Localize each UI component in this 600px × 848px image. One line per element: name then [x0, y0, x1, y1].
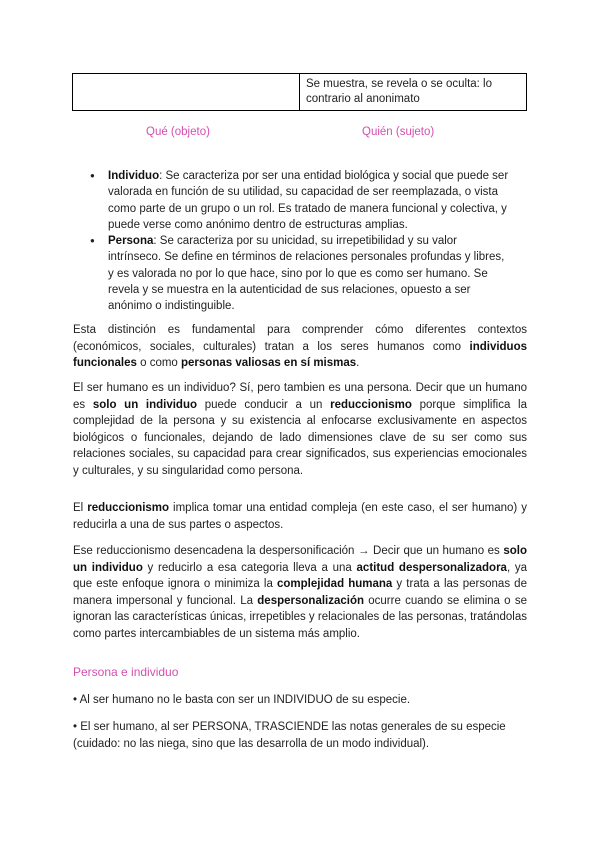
paragraph	[73, 322, 527, 372]
bold-run: reduccionismo	[330, 398, 412, 411]
bold-run: solo un individuo	[73, 545, 527, 574]
text-run: y trata a las personas de manera impersonal y funcional. La	[73, 578, 527, 607]
text-run: Esta distinción es fundamental para comprender cómo diferentes contextos (económicos, sociales, culturales) tratan a los seres humanos como	[73, 324, 527, 353]
table-cell-left	[73, 74, 300, 111]
text-run: ocurre cuando se elimina o se ignoran las características únicas, irrepetibles y relacionales de las personas, tratándolas como partes intercambiables de un sistema más amplio.	[73, 594, 527, 640]
term-persona: Persona	[108, 235, 154, 248]
table-row	[73, 74, 527, 111]
section-title: Persona e individuo	[73, 665, 179, 679]
text-run: El	[73, 502, 88, 514]
paragraph: • Al ser humano no le basta con ser un INDIVIDUO de su especie.	[73, 694, 411, 706]
list-item	[90, 233, 510, 314]
text-run: .	[356, 357, 360, 369]
header-what: Qué (objeto)	[146, 126, 210, 138]
paragraph	[73, 380, 527, 479]
bold-run: individuos funcionales	[73, 340, 527, 369]
text-run: o como	[136, 357, 182, 369]
definition-text: : Se caracteriza por ser una entidad biológica y social que puede ser valorada en función de su utilidad, su capacidad de ser reemplazada, o vista como parte de un grupo o un rol. Es tratado de manera funcional y colectiva, y puede verse como anónimo dentro de estructuras amplias.	[108, 170, 509, 231]
header-who: Quién (sujeto)	[362, 126, 435, 138]
bold-run: despersonalización	[257, 594, 365, 607]
text-run: puede conducir a un	[197, 398, 331, 411]
paragraph	[73, 500, 527, 533]
definition-text: : Se caracteriza por su unicidad, su irrepetibilidad y su valor intrínseco. Se define en términos de relaciones personales profundas y libres, y es valorada no por lo que hace, sino por lo que es como ser humano. Se revela y se muestra en la autenticidad de sus relaciones, opuesto a ser anónimo o indistinguible.	[108, 235, 505, 313]
text-run: y reducirlo a esa categoria lleva a una	[142, 561, 357, 574]
text-run: El ser humano es un individuo? Sí, pero tambien es una persona. Decir que un humano es	[73, 382, 527, 411]
bold-run: solo un individuo	[92, 398, 198, 411]
table-cell-right: Se muestra, se revela o se oculta: lo contrario al anonimato	[300, 74, 527, 111]
definition-list	[90, 168, 510, 315]
term-individuo: Individuo	[108, 170, 160, 182]
text-run: Ese reduccionismo desencadena la despersonificación → Decir que un humano es	[73, 545, 504, 557]
bold-run: complejidad humana	[277, 578, 393, 590]
comparison-table	[72, 73, 527, 111]
text-run: implica tomar una entidad compleja (en este caso, el ser humano) y reducirla a una de sus partes o aspectos.	[73, 502, 528, 531]
bold-run: personas valiosas en sí mismas	[181, 357, 357, 369]
list-item	[90, 168, 510, 233]
paragraph: • El ser humano, al ser PERSONA, TRASCIENDE las notas generales de su especie (cuidado: no las niega, sino que las desarrolla de un modo individual).	[73, 721, 506, 750]
bold-run: reduccionismo	[87, 502, 170, 514]
text-run: , ya que este enfoque ignora o minimiza la	[73, 561, 527, 590]
text-run: porque simplifica la complejidad de la persona y su existencia al enfocarse exclusivamente en aspectos biológicos o funcionales, dejando de lado dimensiones clave de su ser como sus relaciones sociales, su capacidad para crear significados, sus experiencias emocionales y culturales, y su singularidad como persona.	[73, 398, 528, 477]
paragraph	[73, 543, 527, 642]
bold-run: actitud despersonalizadora	[356, 561, 507, 574]
